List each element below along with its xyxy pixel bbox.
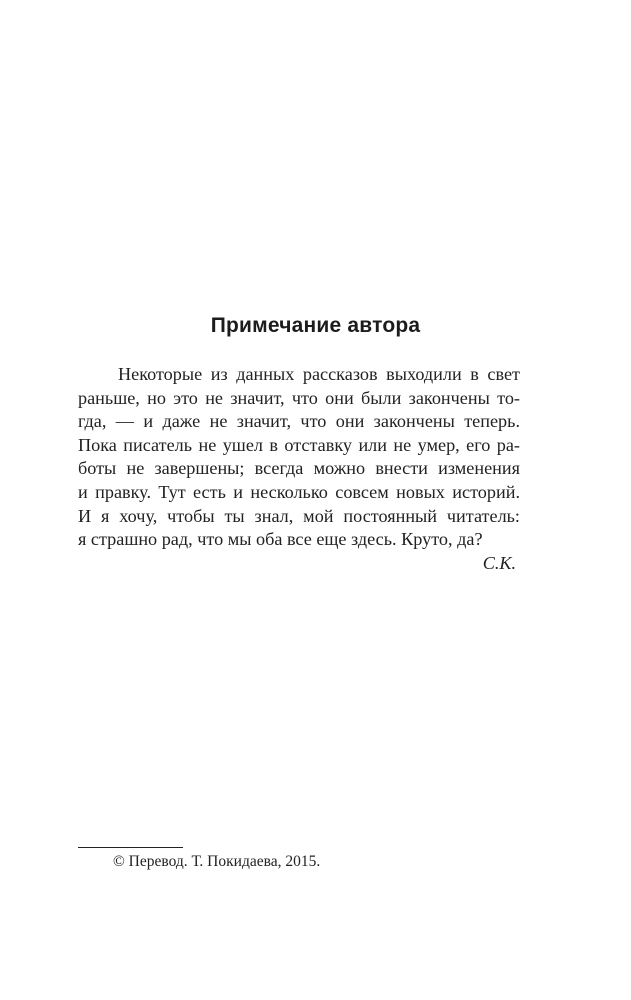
text-line: гда, — и даже не значит, что они закончены теперь. [78, 411, 520, 432]
copyright-footnote: © Перевод. Т. Покидаева, 2015. [113, 853, 321, 870]
text-line: раньше, но это не значит, что они были закончены то- [78, 387, 520, 408]
author-signature: С.К. [482, 552, 516, 573]
text-line: и правку. Тут есть и несколько совсем новых историй. [78, 481, 520, 502]
text-line: боты не завершены; всегда можно внести изменения [78, 458, 520, 479]
text-line: Некоторые из данных рассказов выходили в свет [118, 364, 520, 384]
page-title: Примечание автора [210, 314, 421, 337]
text-line: И я хочу, чтобы ты знал, мой постоянный читатель: [78, 505, 520, 526]
footnote-divider [78, 847, 183, 848]
text-line: я страшно рад, что мы оба все еще здесь. Круто, да? [78, 529, 483, 550]
author-note-paragraph [78, 363, 520, 575]
text-line: Пока писатель не ушел в отставку или не умер, его ра- [78, 434, 520, 455]
